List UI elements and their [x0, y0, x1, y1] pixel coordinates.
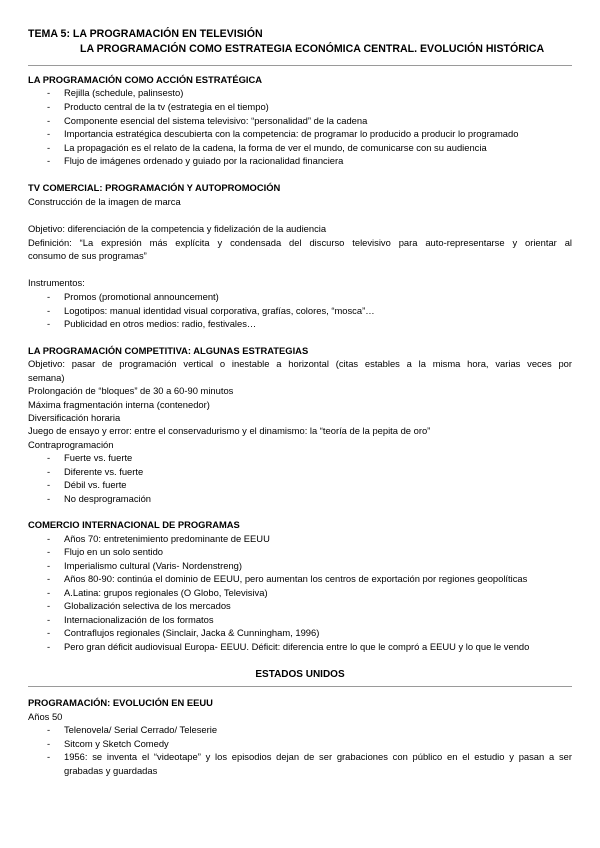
list-item: Publicidad en otros medios: radio, festivales…: [64, 318, 257, 329]
bullet-dash: -: [47, 627, 51, 638]
list-item: Telenovela/ Serial Cerrado/ Teleserie: [64, 724, 218, 735]
list-item: Globalización selectiva de los mercados: [64, 600, 231, 611]
section-heading: LA PROGRAMACIÓN COMO ACCIÓN ESTRATÉGICA: [28, 74, 263, 85]
list-item: Rejilla (schedule, palinsesto): [64, 87, 184, 98]
document-title: TEMA 5: LA PROGRAMACIÓN EN TELEVISIÓN: [28, 28, 263, 40]
list-item: Contraflujos regionales (Sinclair, Jacka & Cunningham, 1996): [64, 627, 320, 638]
list-item: Flujo de imágenes ordenado y guiado por la racionalidad financiera: [64, 155, 344, 166]
section-heading: TV COMERCIAL: PROGRAMACIÓN Y AUTOPROMOCIÓN: [28, 182, 281, 193]
list-item: Diferente vs. fuerte: [64, 466, 144, 477]
bullet-dash: -: [47, 305, 51, 316]
paragraph: Diversificación horaria: [28, 412, 121, 423]
list-item: Imperialismo cultural (Varis- Nordenstreng): [64, 560, 243, 571]
paragraph: Prolongación de “bloques” de 30 a 60-90 minutos: [28, 385, 234, 396]
paragraph: Contraprogramación: [28, 439, 114, 450]
bullet-dash: -: [47, 291, 51, 302]
section-heading: PROGRAMACIÓN: EVOLUCIÓN EN EEUU: [28, 697, 213, 708]
list-item-continuation: grabadas y guardadas: [64, 765, 158, 776]
bullet-dash: -: [47, 155, 51, 166]
list-item: Promos (promotional announcement): [64, 291, 219, 302]
bullet-dash: -: [47, 115, 51, 126]
list-item: 1956: se inventa el “videotape” y los episodios dejan de ser grabaciones con público en el estudio y pasan a ser: [64, 751, 572, 762]
list-item: Logotipos: manual identidad visual corporativa, grafías, colores, “mosca”…: [64, 305, 375, 316]
list-item: Fuerte vs. fuerte: [64, 452, 133, 463]
bullet-dash: -: [47, 533, 51, 544]
bullet-dash: -: [47, 546, 51, 557]
header-divider: [28, 65, 572, 66]
bullet-dash: -: [47, 493, 51, 504]
list-item: Componente esencial del sistema televisivo: “personalidad” de la cadena: [64, 115, 368, 126]
section-heading: LA PROGRAMACIÓN COMPETITIVA: ALGUNAS ESTRATEGIAS: [28, 345, 309, 356]
paragraph: Objetivo: pasar de programación vertical o inestable a horizontal (citas estables a la misma hora, varias veces por: [28, 358, 572, 369]
bullet-dash: -: [47, 318, 51, 329]
bullet-dash: -: [47, 128, 51, 139]
paragraph: Años 50: [28, 711, 63, 722]
bullet-dash: -: [47, 738, 51, 749]
bullet-dash: -: [47, 466, 51, 477]
list-item: La propagación es el relato de la cadena, la forma de ver el mundo, de comunicarse con su audiencia: [64, 142, 487, 153]
bullet-dash: -: [47, 87, 51, 98]
list-item: Pero gran déficit audiovisual Europa- EEUU. Déficit: diferencia entre lo que le compró a EEUU y lo que le vendo: [64, 641, 530, 652]
bullet-dash: -: [47, 614, 51, 625]
bullet-dash: -: [47, 573, 51, 584]
document-subtitle: LA PROGRAMACIÓN COMO ESTRATEGIA ECONÓMICA CENTRAL. EVOLUCIÓN HISTÓRICA: [80, 43, 545, 55]
bullet-dash: -: [47, 751, 51, 762]
list-item: Importancia estratégica descubierta con la competencia: de programar lo producido a producir lo programado: [64, 128, 519, 139]
list-item: No desprogramación: [64, 493, 152, 504]
list-item: Flujo en un solo sentido: [64, 546, 164, 557]
paragraph: Objetivo: diferenciación de la competencia y fidelización de la audiencia: [28, 223, 327, 234]
list-item: Internacionalización de los formatos: [64, 614, 214, 625]
bullet-dash: -: [47, 479, 51, 490]
paragraph: Instrumentos:: [28, 277, 85, 288]
bullet-dash: -: [47, 587, 51, 598]
section-divider: [28, 686, 572, 687]
list-item: Producto central de la tv (estrategia en el tiempo): [64, 101, 269, 112]
bullet-dash: -: [47, 452, 51, 463]
centered-heading: ESTADOS UNIDOS: [255, 669, 345, 680]
bullet-dash: -: [47, 142, 51, 153]
paragraph: Juego de ensayo y error: entre el conservadurismo y el dinamismo: la “teoría de la pepita de oro”: [28, 425, 431, 436]
list-item: Años 80-90: continúa el dominio de EEUU, pero aumentan los centros de exportación por regiones geopolíticas: [64, 573, 528, 584]
paragraph: Máxima fragmentación interna (contenedor): [28, 399, 210, 410]
list-item: Años 70: entretenimiento predominante de EEUU: [64, 533, 270, 544]
list-item: Sitcom y Sketch Comedy: [64, 738, 169, 749]
paragraph: semana): [28, 372, 65, 383]
bullet-dash: -: [47, 600, 51, 611]
bullet-dash: -: [47, 101, 51, 112]
list-item: A.Latina: grupos regionales (O Globo, Televisiva): [64, 587, 268, 598]
list-item: Débil vs. fuerte: [64, 479, 127, 490]
paragraph: consumo de sus programas”: [28, 250, 147, 261]
bullet-dash: -: [47, 560, 51, 571]
bullet-dash: -: [47, 641, 51, 652]
paragraph: Definición: “La expresión más explícita y condensada del discurso televisivo para auto-representarse y orientar al: [28, 237, 572, 248]
section-heading: COMERCIO INTERNACIONAL DE PROGRAMAS: [28, 519, 240, 530]
paragraph: Construcción de la imagen de marca: [28, 196, 181, 207]
bullet-dash: -: [47, 724, 51, 735]
